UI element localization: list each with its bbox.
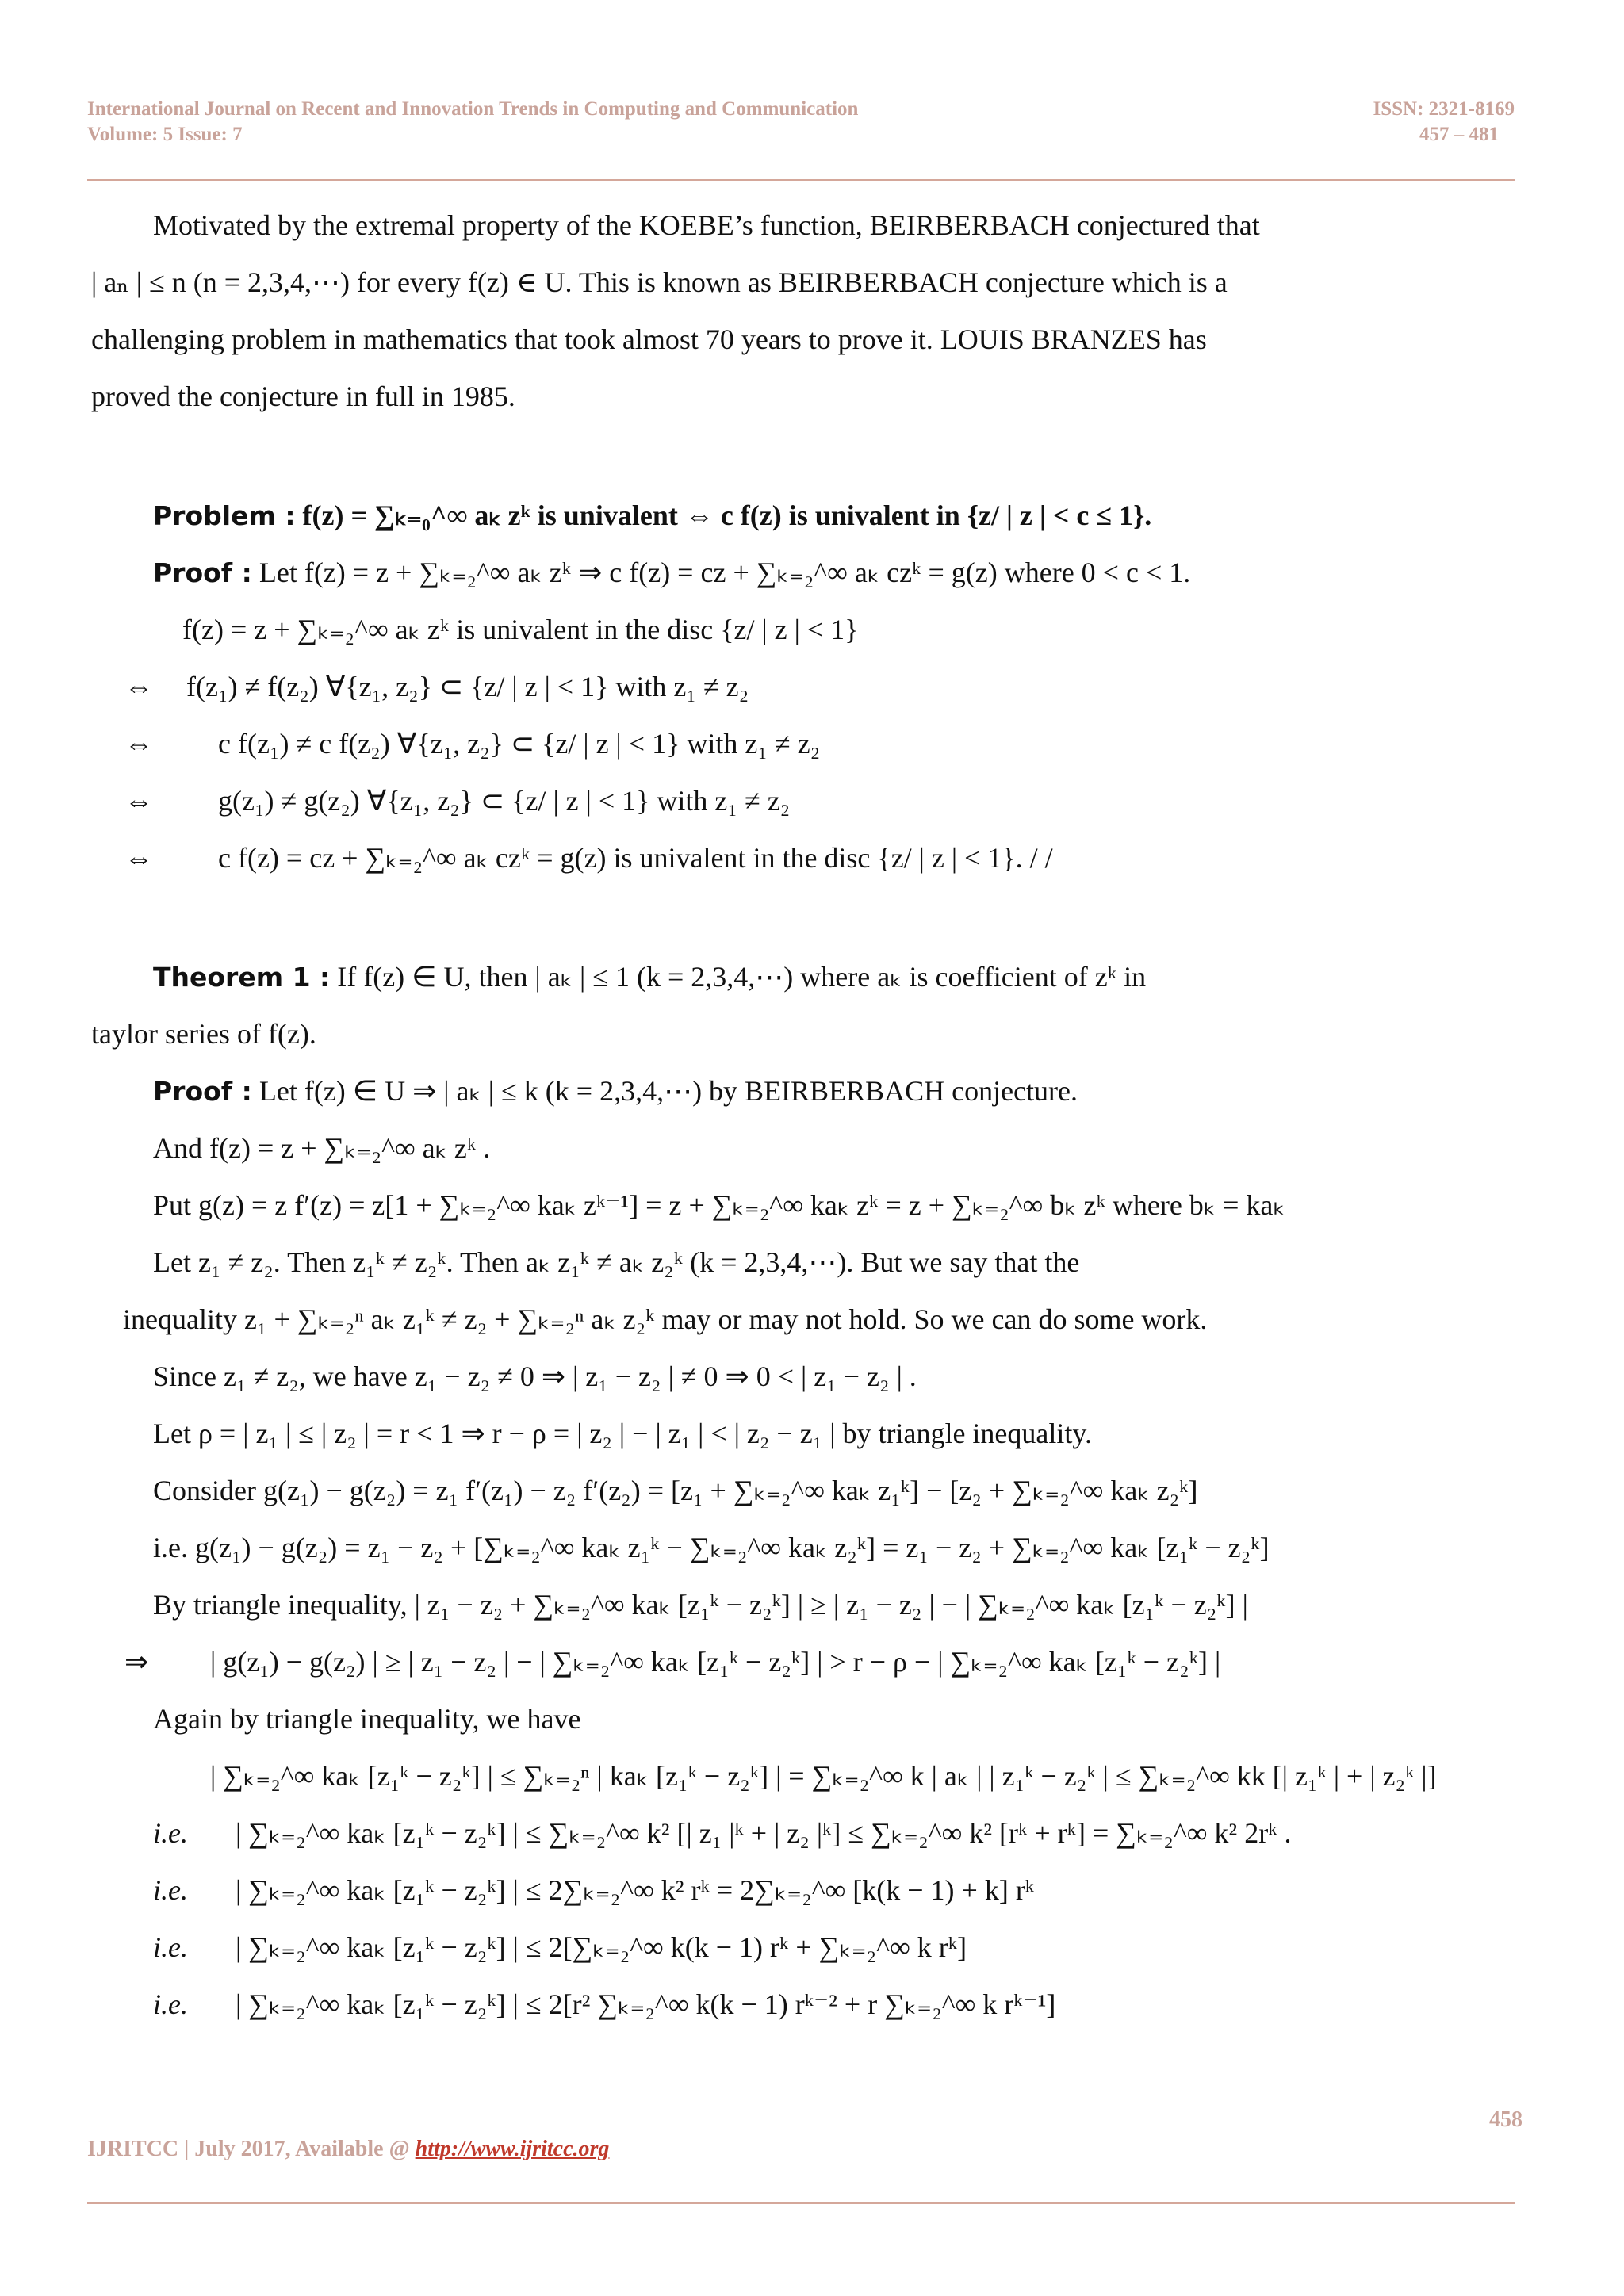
page-header [87,97,1515,147]
proof2-line-16: i.e. | ∑ₖ₌₂^∞ kaₖ [z₁ᵏ − z₂ᵏ] | ≤ 2[∑ₖ₌₂^∞ k(k − 1) rᵏ + ∑ₖ₌₂^∞ k rᵏ] [153,1931,967,1963]
page-range: 457 – 481 [1419,124,1499,145]
proof-label: Proof : [153,1076,252,1107]
proof2-line-2: And f(z) = z + ∑ₖ₌₂^∞ aₖ zᵏ . [153,1132,491,1164]
issn: ISSN: 2321-8169 [1373,98,1515,120]
proof2-line-5: inequality z₁ + ∑ₖ₌₂ⁿ aₖ z₁ᵏ ≠ z₂ + ∑ₖ₌₂ⁿ aₖ z₂ᵏ may or may not hold. So we can do some work. [123,1303,1208,1335]
proof2-line-8: Consider g(z₁) − g(z₂) = z₁ f′(z₁) − z₂ f′(z₂) = [z₁ + ∑ₖ₌₂^∞ kaₖ z₁ᵏ] − [z₂ + ∑ₖ₌₂^∞ kaₖ z₂ᵏ] [153,1475,1198,1506]
proof2-line-14: i.e. | ∑ₖ₌₂^∞ kaₖ [z₁ᵏ − z₂ᵏ] | ≤ ∑ₖ₌₂^∞ k² [| z₁ |ᵏ + | z₂ |ᵏ] ≤ ∑ₖ₌₂^∞ k² [rᵏ + rᵏ] = ∑ₖ₌₂^∞ k² 2rᵏ . [153,1817,1292,1849]
proof1-line-6: ⇔ c f(z) = cz + ∑ₖ₌₂^∞ aₖ czᵏ = g(z) is univalent in the disc {z/ | z | < 1}. / / [91,829,1312,886]
problem-statement [91,487,1312,544]
intro-line-4: proved the conjecture in full in 1985. [91,381,515,412]
iff-symbol: ⇔ [124,728,153,760]
proof1-line-1: Proof : Let f(z) = z + ∑ₖ₌₂^∞ aₖ zᵏ ⇒ c f(z) = cz + ∑ₖ₌₂^∞ aₖ czᵏ = g(z) where 0 < c < 1. [153,557,1191,588]
proof1-line-5: ⇔ g(z₁) ≠ g(z₂) ∀{z₁, z₂} ⊂ {z/ | z | < 1} with z₁ ≠ z₂ [91,772,1312,829]
iff-symbol: ⇔ [124,785,153,817]
proof1-line-4: ⇔ c f(z₁) ≠ c f(z₂) ∀{z₁, z₂} ⊂ {z/ | z | < 1} with z₁ ≠ z₂ [91,715,1312,772]
theorem-label: Theorem 1 : [153,962,331,993]
intro-line-3: challenging problem in mathematics that took almost 70 years to prove it. LOUIS BRANZES has [91,323,1207,355]
proof2-line-1: Proof : Let f(z) ∈ U ⇒ | aₖ | ≤ k (k = 2,3,4,⋯) by BEIRBERBACH conjecture. [153,1075,1078,1107]
journal-volume: Volume: 5 Issue: 7 [87,124,243,145]
proof1-line-2: f(z) = z + ∑ₖ₌₂^∞ aₖ zᵏ is univalent in the disc {z/ | z | < 1} [182,614,859,645]
proof2-line-3: Put g(z) = z f′(z) = z[1 + ∑ₖ₌₂^∞ kaₖ zᵏ⁻¹] = z + ∑ₖ₌₂^∞ kaₖ zᵏ = z + ∑ₖ₌₂^∞ bₖ zᵏ where bₖ = kaₖ [153,1189,1285,1221]
theorem-line-2: taylor series of f(z). [91,1018,316,1050]
page-number: 458 [1489,2107,1522,2132]
proof-label: Proof : [153,557,252,588]
journal-link[interactable]: http://www.ijritcc.org [415,2137,610,2161]
footer-rule [87,2202,1515,2204]
problem-label: Problem : [153,500,296,531]
proof2-line-6: Since z₁ ≠ z₂, we have z₁ − z₂ ≠ 0 ⇒ | z₁ − z₂ | ≠ 0 ⇒ 0 < | z₁ − z₂ | . [153,1360,917,1392]
intro-line-2: | aₙ | ≤ n (n = 2,3,4,⋯) for every f(z) ∈ U. This is known as BEIRBERBACH conjecture which is a [91,266,1228,298]
proof2-line-4: Let z₁ ≠ z₂. Then z₁ᵏ ≠ z₂ᵏ. Then aₖ z₁ᵏ ≠ aₖ z₂ᵏ (k = 2,3,4,⋯). But we say that the [153,1246,1080,1278]
proof2-line-13: | ∑ₖ₌₂^∞ kaₖ [z₁ᵏ − z₂ᵏ] | ≤ ∑ₖ₌₂ⁿ | kaₖ [z₁ᵏ − z₂ᵏ] | = ∑ₖ₌₂^∞ k | aₖ | | z₁ᵏ − z₂ᵏ | ≤ ∑ₖ₌₂^∞ kk [| z₁ᵏ | + | z₂ᵏ |] [210,1760,1437,1792]
proof2-line-7: Let ρ = | z₁ | ≤ | z₂ | = r < 1 ⇒ r − ρ = | z₂ | − | z₁ | < | z₂ − z₁ | by triangle inequality. [153,1418,1093,1449]
proof1-line-3: ⇔ f(z₁) ≠ f(z₂) ∀{z₁, z₂} ⊂ {z/ | z | < 1} with z₁ ≠ z₂ [91,658,1312,715]
page-footer: IJRITCC | July 2017, Available @ http://www.ijritcc.org [87,2137,610,2161]
problem-formula: f(z) = ∑ₖ₌₀^∞ aₖ zᵏ is univalent ⇔ c f(z) is univalent in {z/ | z | < c ≤ 1}. [302,499,1152,531]
theorem-line-1: Theorem 1 : If f(z) ∈ U, then | aₖ | ≤ 1 (k = 2,3,4,⋯) where aₖ is coefficient of zᵏ in [153,961,1147,993]
proof2-line-17: i.e. | ∑ₖ₌₂^∞ kaₖ [z₁ᵏ − z₂ᵏ] | ≤ 2[r² ∑ₖ₌₂^∞ k(k − 1) rᵏ⁻² + r ∑ₖ₌₂^∞ k rᵏ⁻¹] [153,1988,1056,2020]
journal-name: International Journal on Recent and Innovation Trends in Computing and Communication [87,98,859,120]
proof2-line-9: i.e. g(z₁) − g(z₂) = z₁ − z₂ + [∑ₖ₌₂^∞ kaₖ z₁ᵏ − ∑ₖ₌₂^∞ kaₖ z₂ᵏ] = z₁ − z₂ + ∑ₖ₌₂^∞ kaₖ [z₁ᵏ − z₂ᵏ] [153,1532,1270,1563]
article-body [91,179,1437,2033]
proof2-line-15: i.e. | ∑ₖ₌₂^∞ kaₖ [z₁ᵏ − z₂ᵏ] | ≤ 2∑ₖ₌₂^∞ k² rᵏ = 2∑ₖ₌₂^∞ [k(k − 1) + k] rᵏ [153,1874,1035,1906]
proof2-line-12: Again by triangle inequality, we have [153,1703,581,1735]
iff-symbol: ⇔ [124,842,153,874]
iff-symbol: ⇔ [124,671,153,702]
proof2-line-10: By triangle inequality, | z₁ − z₂ + ∑ₖ₌₂^∞ kaₖ [z₁ᵏ − z₂ᵏ] | ≥ | z₁ − z₂ | − | ∑ₖ₌₂^∞ kaₖ [z₁ᵏ − z₂ᵏ] | [153,1589,1248,1621]
intro-line-1: Motivated by the extremal property of the KOEBE’s function, BEIRBERBACH conjectured that [153,209,1260,241]
proof2-line-11: ⇒ | g(z₁) − g(z₂) | ≥ | z₁ − z₂ | − | ∑ₖ₌₂^∞ kaₖ [z₁ᵏ − z₂ᵏ] | > r − ρ − | ∑ₖ₌₂^∞ kaₖ [z₁ᵏ − z₂ᵏ] | [91,1633,1312,1690]
header-right [1373,97,1515,147]
implies-symbol: ⇒ [124,1646,149,1678]
